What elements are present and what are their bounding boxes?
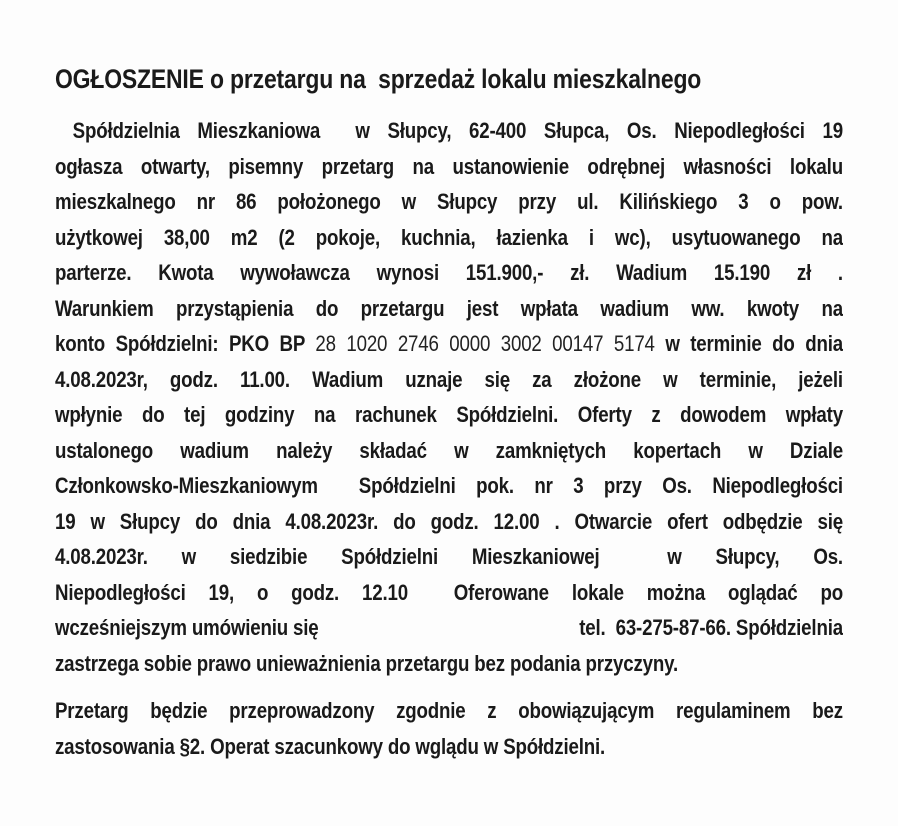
paragraph-line: Przetarg będzie przeprowadzony zgodnie z obowiązującym regulaminem bez [55, 698, 843, 723]
paragraph-line: użytkowej 38,00 m2 (2 pokoje, kuchnia, łazienka i wc), usytuowanego na [55, 224, 843, 250]
account-line-pre-text: konto Spółdzielni: PKO BP [55, 331, 316, 356]
paragraph-line: parterze. Kwota wywoławcza wynosi 151.900,- zł. Wadium 15.190 zł . [55, 260, 843, 285]
account-line-post-text: w terminie do dnia [654, 331, 843, 356]
announcement-paragraph [55, 113, 843, 681]
paragraph-line: 4.08.2023r, godz. 11.00. Wadium uznaje się za złożone w terminie, jeżeli [55, 366, 843, 392]
text-column [55, 62, 843, 764]
paragraph-last-line: zastosowania §2. Operat szacunkowy do wglądu w Spółdzielni. [55, 733, 606, 759]
bank-account-number: 28 1020 2746 0000 3002 00147 5174 [315, 331, 655, 356]
paragraph-line: 4.08.2023r. w siedzibie Spółdzielni Mieszkaniowej w Słupcy, Os. [55, 544, 843, 569]
phone-number-text: tel. 63-275-87-66. Spółdzielnia [579, 615, 843, 640]
closing-paragraph [55, 693, 843, 764]
document-content [55, 62, 843, 764]
paragraph-line: ustalonego wadium należy składać w zamkniętych kopertach w Dziale [55, 437, 843, 463]
document-title: OGŁOSZENIE o przetargu na sprzedaż lokalu mieszkalnego [55, 64, 702, 94]
paragraph-line: wpłynie do tej godziny na rachunek Spółdzielni. Oferty z dowodem wpłaty [55, 402, 843, 427]
paragraph-line: Spółdzielnia Mieszkaniowa w Słupcy, 62-400 Słupca, Os. Niepodległości 19 [55, 118, 843, 143]
paragraph-line: Członkowsko-Mieszkaniowym Spółdzielni pok. nr 3 przy Os. Niepodległości [55, 473, 843, 498]
paragraph-line: mieszkalnego nr 86 położonego w Słupcy przy ul. Kilińskiego 3 o pow. [55, 189, 843, 214]
bank-account-line [55, 326, 843, 362]
paragraph-line: 19 w Słupcy do dnia 4.08.2023r. do godz. 12.00 . Otwarcie ofert odbędzie się [55, 508, 843, 534]
paragraph-line: ogłasza otwarty, pisemny przetarg na ustanowienie odrębnej własności lokalu [55, 153, 843, 179]
phone-line [55, 610, 843, 646]
paragraph-line: Warunkiem przystąpienia do przetargu jest wpłata wadium ww. kwoty na [55, 295, 843, 321]
paragraph-last-line: zastrzega sobie prawo unieważnienia przetargu bez podania przyczyny. [55, 650, 679, 676]
phone-line-left-text: wcześniejszym umówieniu się [55, 615, 319, 640]
paragraph-line: Niepodległości 19, o godz. 12.10 Oferowane lokale można oglądać po [55, 579, 843, 605]
